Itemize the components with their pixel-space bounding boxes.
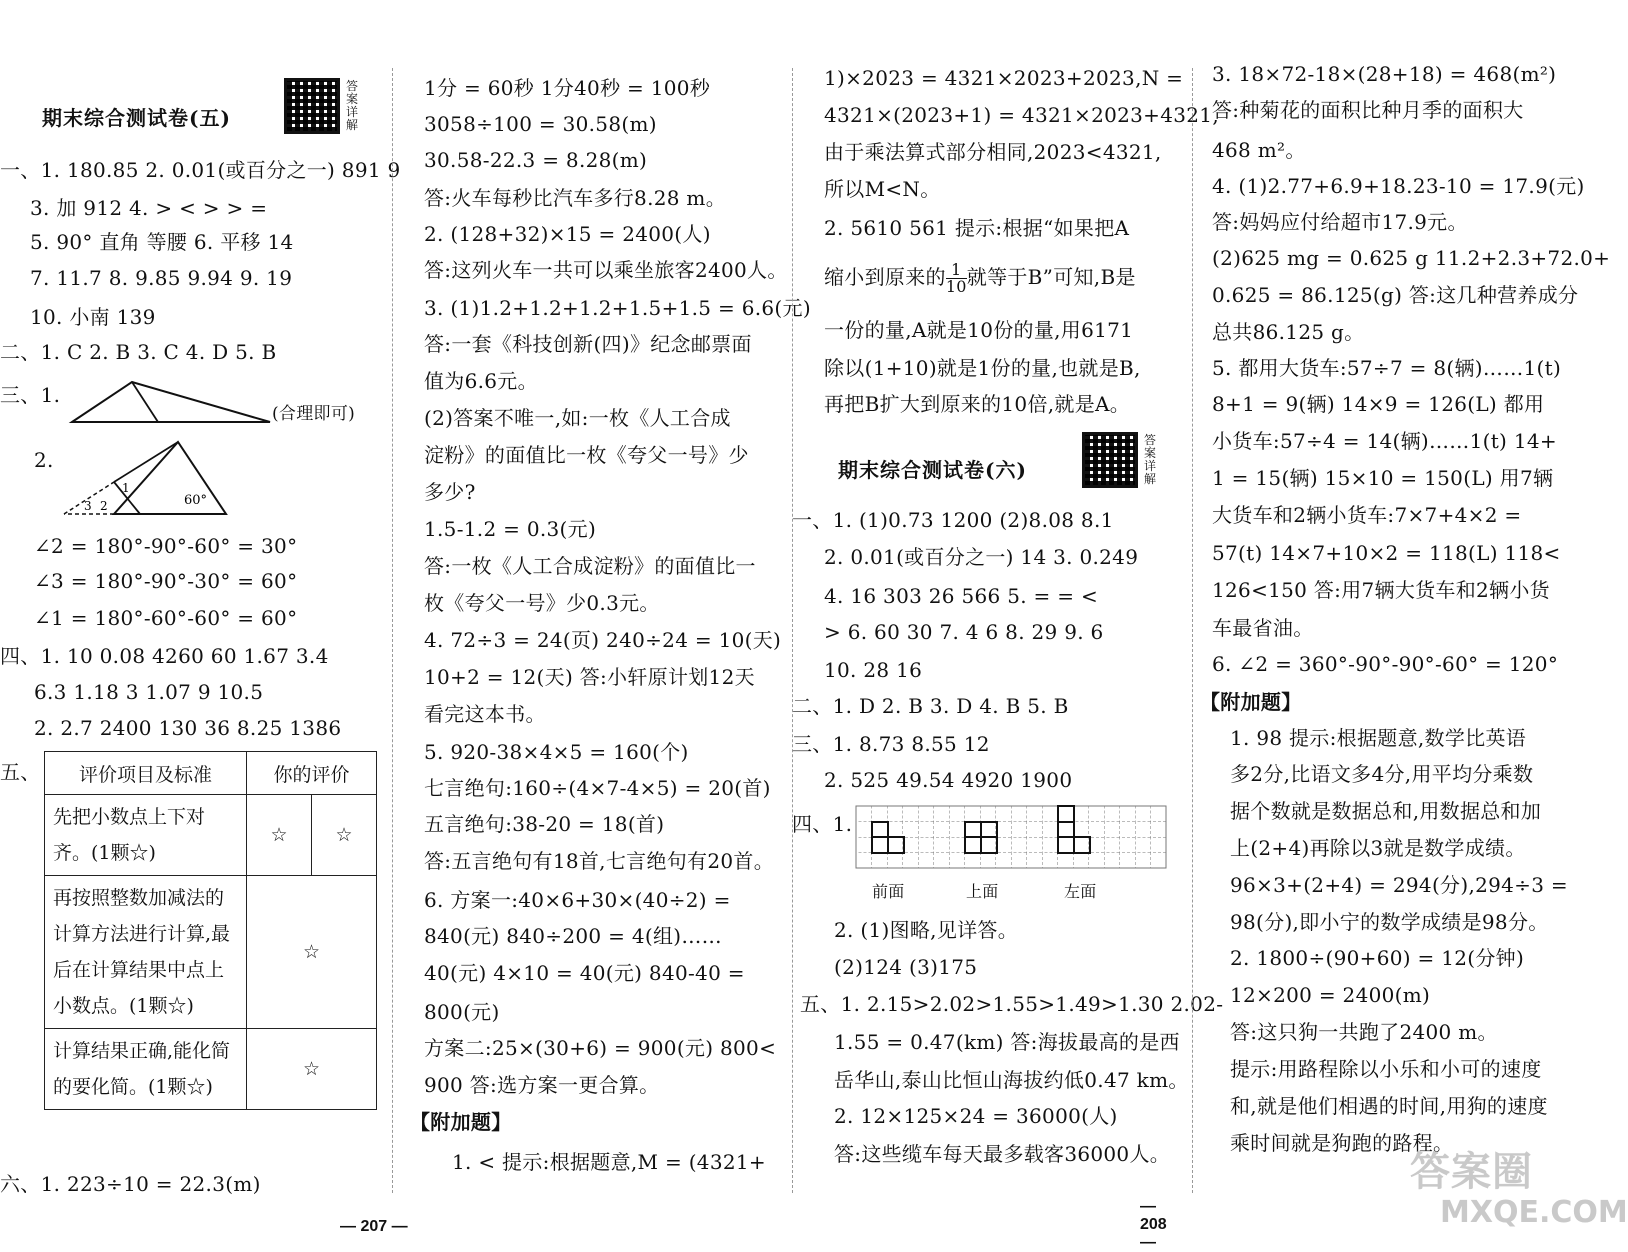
answer-line: 900 答:选方案一更合算。 (424, 1073, 660, 1097)
answer-line: 2. 5610 561 提示:根据“如果把A (824, 216, 1130, 240)
answer-line: 3. 18×72-18×(28+18) = 468(m²) (1212, 62, 1557, 86)
answer-line: 岳华山,泰山比恒山海拔约低0.47 km。 (834, 1068, 1189, 1092)
watermark-url: MXQE.COM (1440, 1195, 1628, 1230)
page-number: — 208 — (1140, 1198, 1167, 1251)
table-cell: 先把小数点上下对齐。(1颗☆) (45, 795, 247, 876)
answer-line: 所以M<N。 (824, 177, 941, 201)
answer-line: 答:种菊花的面积比种月季的面积大 (1212, 98, 1524, 122)
answer-line: 4. (1)2.77+6.9+18.23-10 = 17.9(元) (1212, 174, 1585, 198)
star-icon: ☆ (247, 1029, 377, 1110)
answer-line: 4. 72÷3 = 24(页) 240÷24 = 10(天) (424, 628, 782, 652)
column-4 (1200, 0, 1611, 1249)
answer-line: 值为6.6元。 (424, 369, 538, 393)
answer-line: 2. 12×125×24 = 36000(人) (834, 1104, 1118, 1128)
answer-line: 6. 方案一:40×6+30×(40÷2) = (424, 888, 731, 912)
view-label: 左面 (1064, 882, 1097, 901)
answer-line: (2)124 (3)175 (834, 955, 978, 979)
qr-code-icon[interactable] (1082, 432, 1138, 488)
answer-line: > 6. 60 30 7. 4 6 8. 29 9. 6 (824, 620, 1104, 644)
answer-line: 40(元) 4×10 = 40(元) 840-40 = (424, 961, 745, 985)
triangle-figure-1 (70, 376, 280, 426)
answer-line: 由于乘法算式部分相同,2023<4321, (824, 140, 1162, 164)
answer-line: 二、1. C 2. B 3. C 4. D 5. B (0, 340, 277, 364)
answer-line: 方案二:25×(30+6) = 900(元) 800< (424, 1036, 777, 1060)
answer-line: 答:火车每秒比汽车多行8.28 m。 (424, 186, 726, 210)
answer-line: 答:这只狗一共跑了2400 m。 (1230, 1020, 1498, 1044)
answer-line: 1 = 15(辆) 15×10 = 150(L) 用7辆 (1212, 466, 1554, 490)
answer-line: 再把B扩大到原来的10倍,就是A。 (824, 392, 1131, 416)
table-row (45, 876, 377, 1029)
answer-line: 10. 小南 139 (30, 305, 156, 329)
answer-line: 六、1. 223÷10 = 22.3(m) (0, 1172, 261, 1196)
answer-line: 5. 都用大货车:57÷7 = 8(辆)……1(t) (1212, 356, 1562, 380)
answer-line: 0.625 = 86.125(g) 答:这几种营养成分 (1212, 283, 1579, 307)
test-title-6: 期末综合测试卷(六) (838, 458, 1027, 482)
answer-line: 看完这本书。 (424, 702, 546, 726)
watermark-logo: 答案圈 (1410, 1149, 1533, 1195)
answer-line: 一、1. (1)0.73 1200 (2)8.08 8.1 (792, 508, 1114, 532)
answer-line: 三、1. (0, 383, 61, 407)
column-1 (0, 0, 401, 1249)
answer-line: 1)×2023 = 4321×2023+2023,N = (824, 66, 1184, 90)
angle-label: 60° (184, 493, 208, 508)
answer-line: 大货车和2辆小货车:7×7+4×2 = (1212, 503, 1522, 527)
answer-line: 8+1 = 9(辆) 14×9 = 126(L) 都用 (1212, 392, 1545, 416)
column-divider (792, 68, 793, 1193)
table-row (45, 1029, 377, 1110)
answer-line: 三、1. 8.73 8.55 12 (792, 732, 990, 756)
table-cell: 再按照整数加减法的计算方法进行计算,最后在计算结果中点上小数点。(1颗☆) (45, 876, 247, 1029)
page-number: — 207 — (340, 1218, 408, 1235)
qr-code-icon[interactable] (284, 78, 340, 134)
answer-line: 4. 16 303 26 566 5. = = < (824, 584, 1099, 608)
answer-line: 除以(1+10)就是1份的量,也就是B, (824, 356, 1141, 380)
answer-line: 5. 920-38×4×5 = 160(个) (424, 740, 689, 764)
answer-line: 答:一套《科技创新(四)》纪念邮票面 (424, 332, 752, 356)
answer-line: 96×3+(2+4) = 294(分),294÷3 = (1230, 873, 1568, 897)
triangle-figure-2 (60, 438, 232, 520)
qr-caption: 答案详解 (1144, 433, 1157, 486)
evaluation-table (44, 751, 377, 1110)
answer-line: 840(元) 840÷200 = 4(组)…… (424, 924, 722, 948)
three-view-grid (856, 806, 1176, 876)
answer-line: 多少? (424, 480, 476, 504)
answer-line: 5. 90° 直角 等腰 6. 平移 14 (30, 230, 294, 254)
answer-line: 2. (34, 448, 54, 472)
answer-line: 答:这列火车一共可以乘坐旅客2400人。 (424, 258, 788, 282)
answer-line: 800(元) (424, 1000, 500, 1024)
text-part: 缩小到原来的 (824, 265, 946, 289)
answer-line: 枚《夸父一号》少0.3元。 (424, 591, 660, 615)
bonus-heading: 【附加题】 (410, 1110, 512, 1134)
answer-line: 468 m²。 (1212, 138, 1306, 162)
answer-line: 10+2 = 12(天) 答:小轩原计划12天 (424, 665, 755, 689)
answer-line: 1. 98 提示:根据题意,数学比英语 (1230, 726, 1527, 750)
answer-line: 四、1. (792, 812, 853, 836)
answer-line: (2)答案不唯一,如:一枚《人工合成 (424, 406, 731, 430)
answer-line: 3. (1)1.2+1.2+1.2+1.5+1.5 = 6.6(元) (424, 296, 811, 320)
answer-line: 1. < 提示:根据题意,M = (4321+ (452, 1150, 766, 1174)
answer-line: (2)625 mg = 0.625 g 11.2+2.3+72.0+ (1212, 246, 1611, 270)
answer-line: 答:五言绝句有18首,七言绝句有20首。 (424, 849, 774, 873)
star-icon: ☆ (247, 795, 312, 876)
text-part: 就等于B”可知,B是 (966, 265, 1136, 289)
answer-line: 五、1. 2.15>2.02>1.55>1.49>1.30 2.02- (800, 992, 1224, 1016)
fraction-numerator: 1 (946, 262, 967, 279)
answer-line-fraction (824, 262, 1136, 295)
answer-line: 一、1. 180.85 2. 0.01(或百分之一) 891 9 (0, 158, 401, 182)
answer-line: 五言绝句:38-20 = 18(首) (424, 812, 665, 836)
table-row (45, 795, 377, 876)
qr-caption: 答案详解 (346, 79, 359, 132)
star-icon: ☆ (247, 876, 377, 1029)
answer-line: 2. 0.01(或百分之一) 14 3. 0.249 (824, 545, 1139, 569)
answer-line: 1分 = 60秒 1分40秒 = 100秒 (424, 76, 711, 100)
answer-line: 小货车:57÷4 = 14(辆)……1(t) 14+ (1212, 429, 1557, 453)
answer-line: ∠3 = 180°-90°-30° = 60° (34, 569, 298, 593)
answer-line: 2. 2.7 2400 130 36 8.25 1386 (34, 716, 342, 740)
view-label: 前面 (872, 882, 905, 901)
answer-line: 3. 加 912 4. > < > > = (30, 196, 268, 220)
answer-line: 2. (128+32)×15 = 2400(人) (424, 222, 711, 246)
answer-line: 2. 525 49.54 4920 1900 (824, 768, 1073, 792)
answer-line: 二、1. D 2. B 3. D 4. B 5. B (792, 694, 1069, 718)
answer-line: 57(t) 14×7+10×2 = 118(L) 118< (1212, 541, 1561, 565)
answer-line: 4321×(2023+1) = 4321×2023+4321, (824, 103, 1219, 127)
fraction-denominator: 10 (945, 277, 967, 296)
answer-line: ∠2 = 180°-90°-60° = 30° (34, 534, 298, 558)
column-3 (792, 0, 1224, 1251)
answer-line: 车最省油。 (1212, 616, 1314, 640)
answer-line: 提示:用路程除以小乐和小可的速度 (1230, 1057, 1542, 1081)
table-cell: 计算结果正确,能化简的要化简。(1颗☆) (45, 1029, 247, 1110)
angle-label: 3 (84, 499, 92, 513)
answer-line: 总共86.125 g。 (1212, 320, 1365, 344)
answer-line: 和,就是他们相遇的时间,用狗的速度 (1230, 1094, 1548, 1118)
answer-line: 淀粉》的面值比一枚《夸父一号》少 (424, 443, 749, 467)
fraction (946, 262, 967, 295)
star-icon: ☆ (311, 795, 376, 876)
answer-line: 6.3 1.18 3 1.07 9 10.5 (34, 680, 264, 704)
angle-label: 2 (100, 499, 108, 513)
answer-line: 126<150 答:用7辆大货车和2辆小货 (1212, 578, 1550, 602)
answer-line: 答:这些缆车每天最多载客36000人。 (834, 1142, 1171, 1166)
answer-line: 3058÷100 = 30.58(m) (424, 112, 657, 136)
column-divider (1192, 68, 1193, 1193)
column-divider (392, 68, 393, 1193)
answer-line: 1.5-1.2 = 0.3(元) (424, 517, 597, 541)
answer-line: 10. 28 16 (824, 658, 923, 682)
answer-line: 答:妈妈应付给超市17.9元。 (1212, 210, 1468, 234)
answer-line: 6. ∠2 = 360°-90°-90°-60° = 120° (1212, 652, 1559, 676)
answer-line: 98(分),即小宁的数学成绩是98分。 (1230, 910, 1549, 934)
figure-note: (合理即可) (272, 404, 356, 424)
answer-line: 据个数就是数据总和,用数据总和加 (1230, 799, 1542, 823)
view-label: 上面 (966, 882, 999, 901)
answer-line: 7. 11.7 8. 9.85 9.94 9. 19 (30, 266, 293, 290)
answer-line: 多2分,比语文多4分,用平均分乘数 (1230, 762, 1534, 786)
answer-line: 2. (1)图略,见详答。 (834, 918, 1019, 942)
answer-line: 乘时间就是狗跑的路程。 (1230, 1131, 1454, 1155)
test-title-5: 期末综合测试卷(五) (42, 106, 231, 130)
answer-line: ∠1 = 180°-60°-60° = 60° (34, 606, 298, 630)
answer-line: 答:一枚《人工合成淀粉》的面值比一 (424, 554, 756, 578)
answer-line: 30.58-22.3 = 8.28(m) (424, 148, 648, 172)
answer-line: 上(2+4)再除以3就是数学成绩。 (1230, 836, 1526, 860)
answer-line: 四、1. 10 0.08 4260 60 1.67 3.4 (0, 644, 329, 668)
answer-line: 一份的量,A就是10份的量,用6171 (824, 318, 1134, 342)
table-header: 评价项目及标准 (45, 752, 247, 795)
answer-line: 12×200 = 2400(m) (1230, 983, 1431, 1007)
bonus-heading: 【附加题】 (1200, 690, 1302, 714)
answer-line: 1.55 = 0.47(km) 答:海拔最高的是西 (834, 1030, 1180, 1054)
answer-line: 五、 (0, 760, 41, 784)
answer-line: 2. 1800÷(90+60) = 12(分钟) (1230, 946, 1525, 970)
table-header: 你的评价 (247, 752, 377, 795)
angle-label: 1 (122, 481, 130, 495)
answer-line: 七言绝句:160÷(4×7-4×5) = 20(首) (424, 776, 771, 800)
